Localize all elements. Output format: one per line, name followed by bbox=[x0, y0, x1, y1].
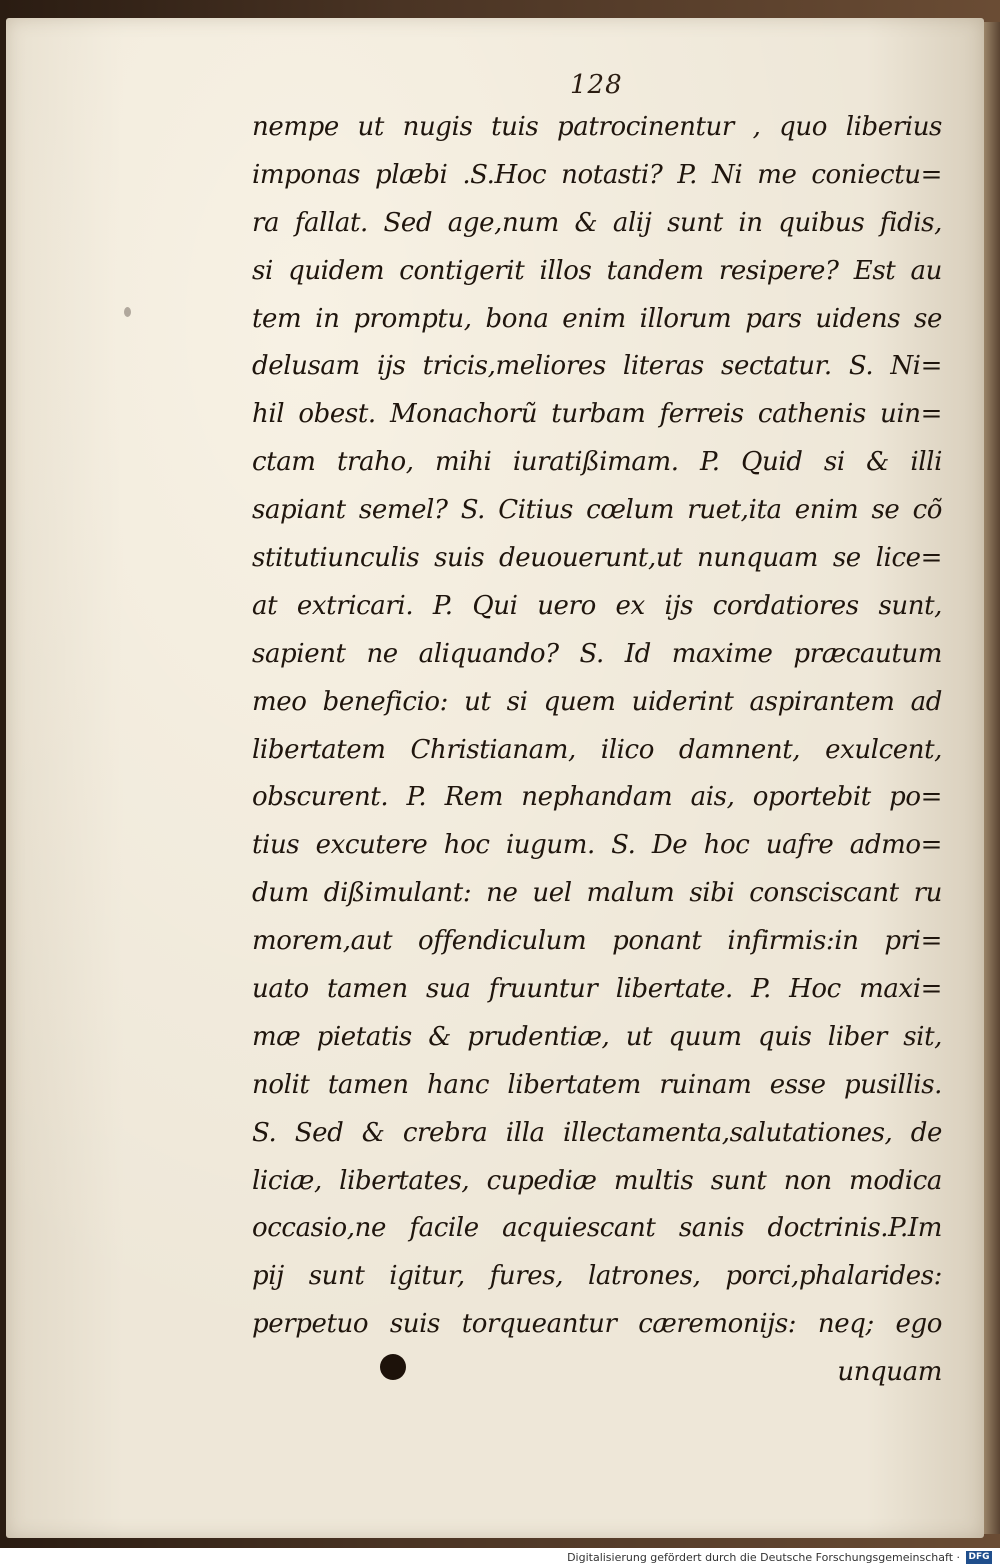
text-line: nolit tamen hanc libertatem ruinam esse pusillis. bbox=[252, 1069, 942, 1100]
text-line: hil obest. Monachorũ turbam ferreis cathenis uin= bbox=[252, 399, 942, 430]
ink-blot bbox=[380, 1354, 406, 1380]
text-line: sapient ne aliquando? S. Id maxime præcautum bbox=[252, 638, 942, 669]
text-line: occasio,ne facile acquiescant sanis doctrinis.P.Im bbox=[252, 1213, 942, 1244]
page-number: 128 bbox=[570, 70, 623, 100]
text-line: liciæ, libertates, cupediæ multis sunt non modica bbox=[252, 1165, 942, 1196]
text-line: perpetuo suis torqueantur cæremonijs: neq; ego bbox=[252, 1309, 942, 1340]
text-line: at extricari. P. Qui uero ex ijs cordatiores sunt, bbox=[252, 590, 942, 621]
body-text bbox=[252, 104, 942, 1397]
catchword: unquam bbox=[837, 1357, 942, 1388]
text-line: imponas plæbi .S.Hoc notasti? P. Ni me coniectu= bbox=[252, 159, 942, 190]
text-line: si quidem contigerit illos tandem resipere? Est au bbox=[252, 255, 942, 286]
page-edge-shadow bbox=[984, 22, 1000, 1534]
text-line: libertatem Christianam, ilico damnent, exulcent, bbox=[252, 734, 942, 765]
text-line: mæ pietatis & prudentiæ, ut quum quis liber sit, bbox=[252, 1021, 942, 1052]
text-line: delusam ijs tricis,meliores literas sectatur. S. Ni= bbox=[252, 351, 942, 382]
text-line: dum dißimulant: ne uel malum sibi consciscant ru bbox=[252, 878, 942, 909]
text-line: obscurent. P. Rem nephandam ais, oportebit po= bbox=[252, 782, 942, 813]
text-line: nempe ut nugis tuis patrocinentur , quo liberius bbox=[252, 112, 942, 142]
text-line: pij sunt igitur, fures, latrones, porci,phalarides: bbox=[252, 1261, 942, 1292]
text-line: tem in promptu, bona enim illorum pars uidens se bbox=[252, 303, 942, 334]
text-line: meo beneficio: ut si quem uiderint aspirantem ad bbox=[252, 686, 942, 717]
text-line: stitutiunculis suis deuouerunt,ut nunquam se lice= bbox=[252, 543, 942, 574]
text-line: S. Sed & crebra illa illectamenta,salutationes, de bbox=[252, 1117, 942, 1148]
text-line: ctam traho, mihi iuratißimam. P. Quid si & illi bbox=[252, 447, 942, 478]
text-line: uato tamen sua fruuntur libertate. P. Hoc maxi= bbox=[252, 974, 942, 1005]
paper-speck bbox=[124, 307, 131, 317]
text-line: ra fallat. Sed age,num & alij sunt in quibus fidis, bbox=[252, 207, 942, 238]
text-line: morem,aut offendiculum ponant infirmis:in pri= bbox=[252, 926, 942, 957]
funding-credit: Digitalisierung gefördert durch die Deutsche Forschungsgemeinschaft · bbox=[567, 1551, 960, 1564]
text-line: sapiant semel? S. Citius cœlum ruet,ita enim se cõ bbox=[252, 495, 942, 526]
dfg-logo-icon: DFG bbox=[966, 1551, 992, 1564]
text-line: tius excutere hoc iugum. S. De hoc uafre admo= bbox=[252, 830, 942, 861]
